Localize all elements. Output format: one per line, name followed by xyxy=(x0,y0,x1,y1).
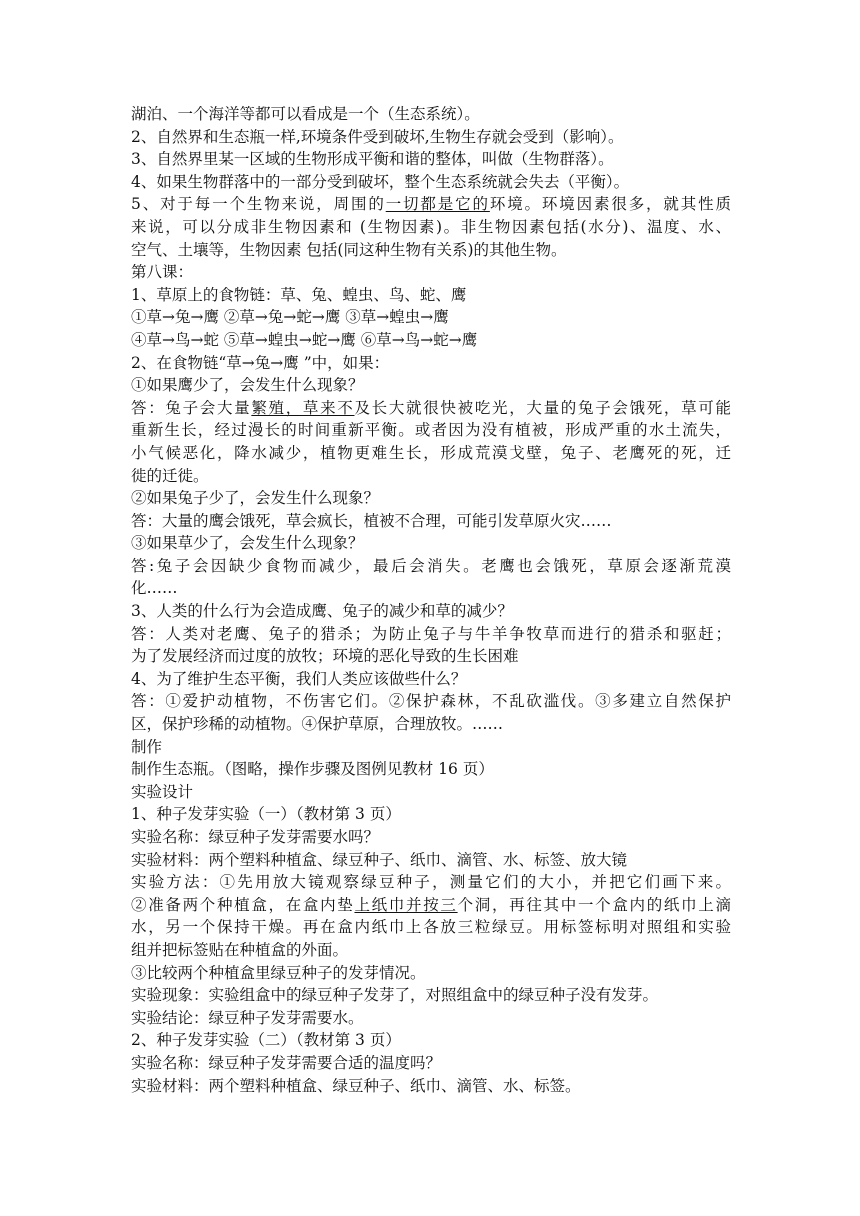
text-line: 来说，可以分成非生物因素和 (生物因素)。非生物因素包括(水分)、温度、水、 xyxy=(131,217,731,236)
text-line: 答：大量的鹰会饿死，草会疯长，植被不合理，可能引发草原火灾…… xyxy=(131,511,612,530)
text-line: 答:兔子会因缺少食物而减少，最后会消失。老鹰也会饿死，草原会逐渐荒漠 xyxy=(131,556,731,575)
text-line: ①如果鹰少了，会发生什么现象？ xyxy=(131,376,364,395)
text-segment: 环境。环境因素很多，就其性质 xyxy=(489,195,731,214)
text-line: 组并把标签贴在种植盒的外面。 xyxy=(131,940,349,959)
text-segment: 答：兔子会大量 xyxy=(131,398,252,417)
text-line xyxy=(131,894,731,917)
text-line: 答：人类对老鹰、兔子的猎杀；为防止兔子与牛羊争牧草而进行的猎杀和驱赶； xyxy=(131,624,731,643)
text-line: 实验结论：绿豆种子发芽需要水。 xyxy=(131,1008,364,1027)
text-line: 2、在食物链“草→兔→鹰 ”中，如果： xyxy=(131,353,390,372)
text-line xyxy=(131,193,731,216)
text-line: ③比较两个种植盒里绿豆种子的发芽情况。 xyxy=(131,963,426,982)
text-line: ②如果兔子少了，会发生什么现象？ xyxy=(131,489,380,508)
text-line: 实验设计 xyxy=(131,782,194,801)
text-line: 实验名称：绿豆种子发芽需要合适的温度吗？ xyxy=(131,1053,442,1072)
text-line: 2、自然界和生态瓶一样,环境条件受到破坏,生物生存就会受到（影响）。 xyxy=(131,127,624,146)
text-line: 实验名称：绿豆种子发芽需要水吗？ xyxy=(131,828,380,846)
text-line: 制作 xyxy=(131,737,163,756)
text-line: 徙的迁徙。 xyxy=(131,466,209,485)
text-line xyxy=(131,397,731,420)
text-line: 水，另一个保持干燥。再在盒内纸巾上各放三粒绿豆。用标签标明对照组和实验 xyxy=(131,918,731,937)
text-line: 4、如果生物群落中的一部分受到破坏，整个生态系统就会失去（平衡）。 xyxy=(131,172,630,191)
text-line: ④草→鸟→蛇 ⑤草→蝗虫→蛇→鹰 ⑥草→鸟→蛇→鹰 xyxy=(131,330,478,349)
text-line: 化…… xyxy=(131,579,178,598)
text-line: 第八课： xyxy=(131,263,194,282)
text-segment: 个洞，再往其中一个盒内的纸巾上滴 xyxy=(457,895,731,914)
text-line: 重新生长，经过漫长的时间重新平衡。或者因为没有植被，形成严重的水土流失， xyxy=(131,421,731,440)
underlined-text: 上纸巾并按三 xyxy=(354,895,458,914)
text-line: 实验材料：两个塑料种植盒、绿豆种子、纸巾、滴管、水、标签。 xyxy=(131,1076,581,1095)
text-line: ③如果草少了，会发生什么现象？ xyxy=(131,534,364,553)
text-line: 3、自然界里某一区域的生物形成平衡和谐的整体，叫做（生物群落）。 xyxy=(131,150,614,169)
text-segment: ②准备两个种植盒，在盒内垫 xyxy=(131,895,355,914)
document-text xyxy=(131,103,731,1097)
text-line: 湖泊、一个海洋等都可以看成是一个（生态系统）。 xyxy=(131,105,480,123)
text-line: 空气、土壤等，生物因素 包括(同这种生物有关系)的其他生物。 xyxy=(131,240,567,259)
text-line: 实验方法：①先用放大镜观察绿豆种子，测量它们的大小，并把它们画下来。 xyxy=(131,873,731,892)
underlined-text: 一切都是它的 xyxy=(385,195,490,214)
text-line: ①草→兔→鹰 ②草→兔→蛇→鹰 ③草→蝗虫→鹰 xyxy=(131,308,449,327)
text-line: 制作生态瓶。（图略，操作步骤及图例见教材 16 页） xyxy=(131,760,494,779)
text-line: 小气候恶化，降水减少，植物更难生长，形成荒漠戈壁，兔子、老鹰死的死，迁 xyxy=(131,443,731,462)
text-line: 答：①爱护动植物，不伤害它们。②保护森林，不乱砍滥伐。③多建立自然保护 xyxy=(131,692,731,711)
text-segment: 及长大就很快被吃光，大量的兔子会饿死，草可能 xyxy=(354,398,731,417)
text-line: 2、种子发芽实验（二）（教材第 3 页） xyxy=(131,1031,401,1050)
text-line: 4、为了维护生态平衡，我们人类应该做些什么？ xyxy=(131,669,467,688)
text-line: 1、草原上的食物链：草、兔、蝗虫、鸟、蛇、鹰 xyxy=(131,285,467,304)
text-segment: 5、对于每一个生物来说，周围的 xyxy=(131,195,386,214)
text-line: 实验现象：实验组盒中的绿豆种子发芽了，对照组盒中的绿豆种子没有发芽。 xyxy=(131,986,659,1005)
text-line: 3、人类的什么行为会造成鹰、兔子的减少和草的减少？ xyxy=(131,602,513,621)
text-line: 1、种子发芽实验（一）（教材第 3 页） xyxy=(131,805,401,824)
underlined-text: 繁殖，草来不 xyxy=(251,398,355,417)
text-line: 实验材料：两个塑料种植盒、绿豆种子、纸巾、滴管、水、标签、放大镜 xyxy=(131,850,628,869)
text-line: 区，保护珍稀的动植物。④保护草原，合理放牧。…… xyxy=(131,715,504,734)
text-line: 为了发展经济而过度的放牧；环境的恶化导致的生长困难 xyxy=(131,647,519,666)
